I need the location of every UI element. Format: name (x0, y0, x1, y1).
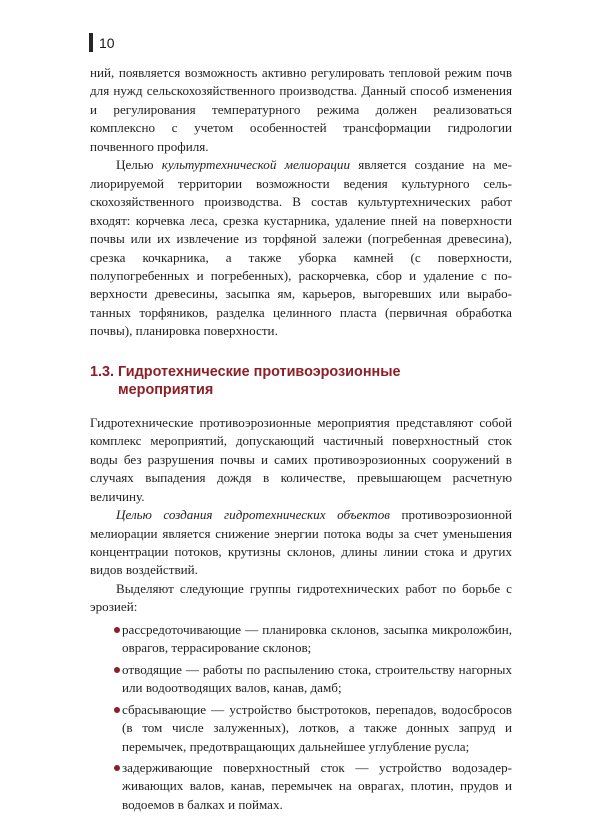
list-item-text: задерживающие поверхностный сток — устройство водозадерживающих валов, канав, перемычек на оврагах, плотин, прудов и водоемов в балках и поймах. (122, 759, 512, 812)
paragraph-kult (90, 156, 512, 341)
list-item-text: сбрасывающие — устройство быстротоков, перепадов, водосбросов (в том числе залуженных), лотков, а также донных запруд и перемычек, предотвращающих дальнейшее углубление русла; (122, 701, 512, 754)
list-item (90, 759, 512, 814)
list-item (90, 661, 512, 698)
list-item-text: отводящие — работы по распылению стока, строительству нагорных или водоотводящих валов, канав, дамб; (122, 661, 512, 696)
celi-term: Целью создания гидротехнических объектов (116, 507, 390, 523)
paragraph-continuation: ний, появляется возможность активно регулировать тепловой режим почв для нужд сельскохозяйственного производства. Данный способ изменения и регулирования температурного режима должен реализоваться комплексно с учетом особенностей трансформации гидрологии почвенного профиля. (90, 65, 512, 154)
list-item-text: рассредоточивающие — планировка склонов, засыпка микроложбин, оврагов, террасирование склонов; (122, 621, 512, 656)
section-number: 1.3. (90, 363, 115, 380)
section-title-line1: Гидротехнические противоэрозионные (118, 363, 401, 380)
section-heading (90, 363, 512, 399)
paragraph-gidro: Гидротехнические противоэрозионные мероприятия представляют собой комплекс мероприятий, допускающий частичный поверхностный сток воды без разрушения почвы и самих противоэрозионных сооружений в случаях выпадения дождя в количестве, превышающем расчетную величину. (90, 414, 512, 504)
paragraph-groups: Выделяют следующие группы гидротехнических работ по борьбе с эрозией: (90, 580, 512, 615)
page-number-marker (89, 33, 93, 52)
bullet-list (90, 621, 512, 815)
kult-term: культуртехнической мелиорации (161, 157, 351, 173)
kult-prefix: Целью (116, 157, 162, 173)
list-item (90, 701, 512, 756)
kult-text: является создание на мелиорируемой территории возможности ведения культурного сельскохозяйственного производства. В состав культуртехнических работ входят: корчевка леса, срезка кустарника, удаление пней на поверхности почвы или их извлечение из торфяной залежи (погребенная древесина), срезка кочкарника, а также уборка камней (с поверхности, полупогребенных и погребенных), раскорчевка, сбор и удаление с поверхности древесины, засыпка ям, карьеров, выгоревших или выработанных торфяников, разделка целинного пласта (первичная обработка почвы), планировка поверхности. (90, 157, 512, 339)
celi-text: противоэрозионной мелиорации является снижение энергии потока воды за счет уменьшения концентрации потоков, крутизны склонов, длины линии стока и других видов воздействий. (90, 507, 513, 578)
paragraph-celi (90, 506, 512, 580)
section-title-line2: мероприятия (118, 381, 214, 398)
page-number: 10 (99, 35, 115, 51)
list-item (90, 621, 512, 658)
page-body (90, 64, 512, 817)
